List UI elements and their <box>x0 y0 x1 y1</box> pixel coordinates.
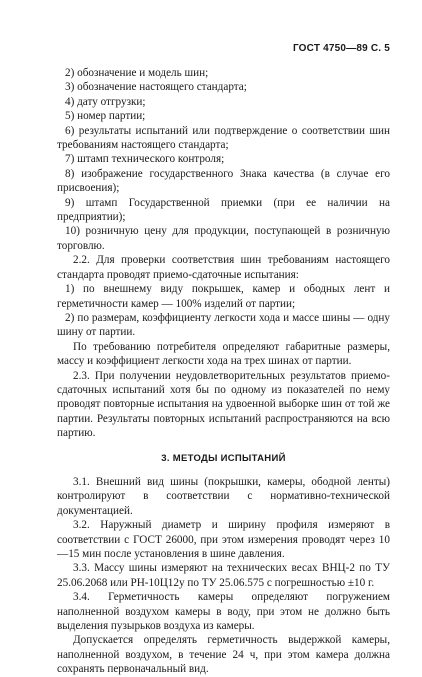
clause-2-3: 2.3. При получении неудовлетворительных результатов приемо-сдаточных испытаний хотя бы по одному из показателей по нему проводят повторные испытания на удвоенной выборке шин от той же партии. Результаты повторных испытаний распространяются на всю партию. <box>57 369 390 440</box>
section-title: 3. МЕТОДЫ ИСПЫТАНИЙ <box>161 452 286 464</box>
list-item: 7) штамп технического контроля; <box>65 153 225 166</box>
clause-3-1: 3.1. Внешний вид шины (покрышки, камеры, ободной ленты) контролируют в соответствии с нормативно-технической документацией. <box>57 475 390 517</box>
clause-3-3: 3.3. Массу шины измеряют на технических весах ВНЦ-2 по ТУ 25.06.2068 или РН-10Ц12у по ТУ 25.06.575 с погрешностью ±10 г. <box>57 562 390 589</box>
list-item: 9) штамп Государственной приемки (при ее наличии на предприятии); <box>57 196 390 224</box>
list-item: 10) розничную цену для продукции, поступающей в розничную торговлю. <box>57 225 390 252</box>
running-head: ГОСТ 4750—89 С. 5 <box>292 43 390 54</box>
list-item: 3) обозначение настоящего стандарта; <box>65 81 247 94</box>
list-item: 4) дату отгрузки; <box>65 95 146 108</box>
clause-3-2: 3.2. Наружный диаметр и ширину профиля измеряют в соответствии с ГОСТ 26000, при этом измерения проводят через 10—15 мин после установления в шине давления. <box>57 519 390 560</box>
clause-2-2-extra: По требованию потребителя определяют габаритные размеры, массу и коэффициент легкости хода на трех шинах от партии. <box>57 340 390 368</box>
list-item: 8) изображение государственного Знака качества (в случае его присвоения); <box>57 167 390 195</box>
clause-2-2-item: 2) по размерам, коэффициенту легкости хода и массе шины — одну шину от партии. <box>57 311 390 339</box>
clause-3-4: 3.4. Герметичность камеры определяют погружением наполненной воздухом камеры в воду, при этом не должно быть выделения пузырьков воздуха из камеры. <box>57 591 390 633</box>
list-item: 2) обозначение и модель шин; <box>65 67 209 79</box>
list-item: 6) результаты испытаний или подтверждение о соответствии шин требованиям настоящего стандарта; <box>57 124 390 152</box>
clause-2-2-item: 1) по внешнему виду покрышек, камер и ободных лент и герметичности камер — 100% изделий от партии; <box>57 283 390 310</box>
page-body <box>57 66 390 677</box>
clause-3-4-extra: Допускается определять герметичность выдержкой камеры, наполненной воздухом, в течение 24 ч, при этом камера должна сохранять первоначальный вид. <box>57 634 390 676</box>
clause-2-2-intro: 2.2. Для проверки соответствия шин требованиям настоящего стандарта проводят приемо-сдаточные испытания: <box>57 254 390 281</box>
list-item: 5) номер партии; <box>65 110 146 123</box>
